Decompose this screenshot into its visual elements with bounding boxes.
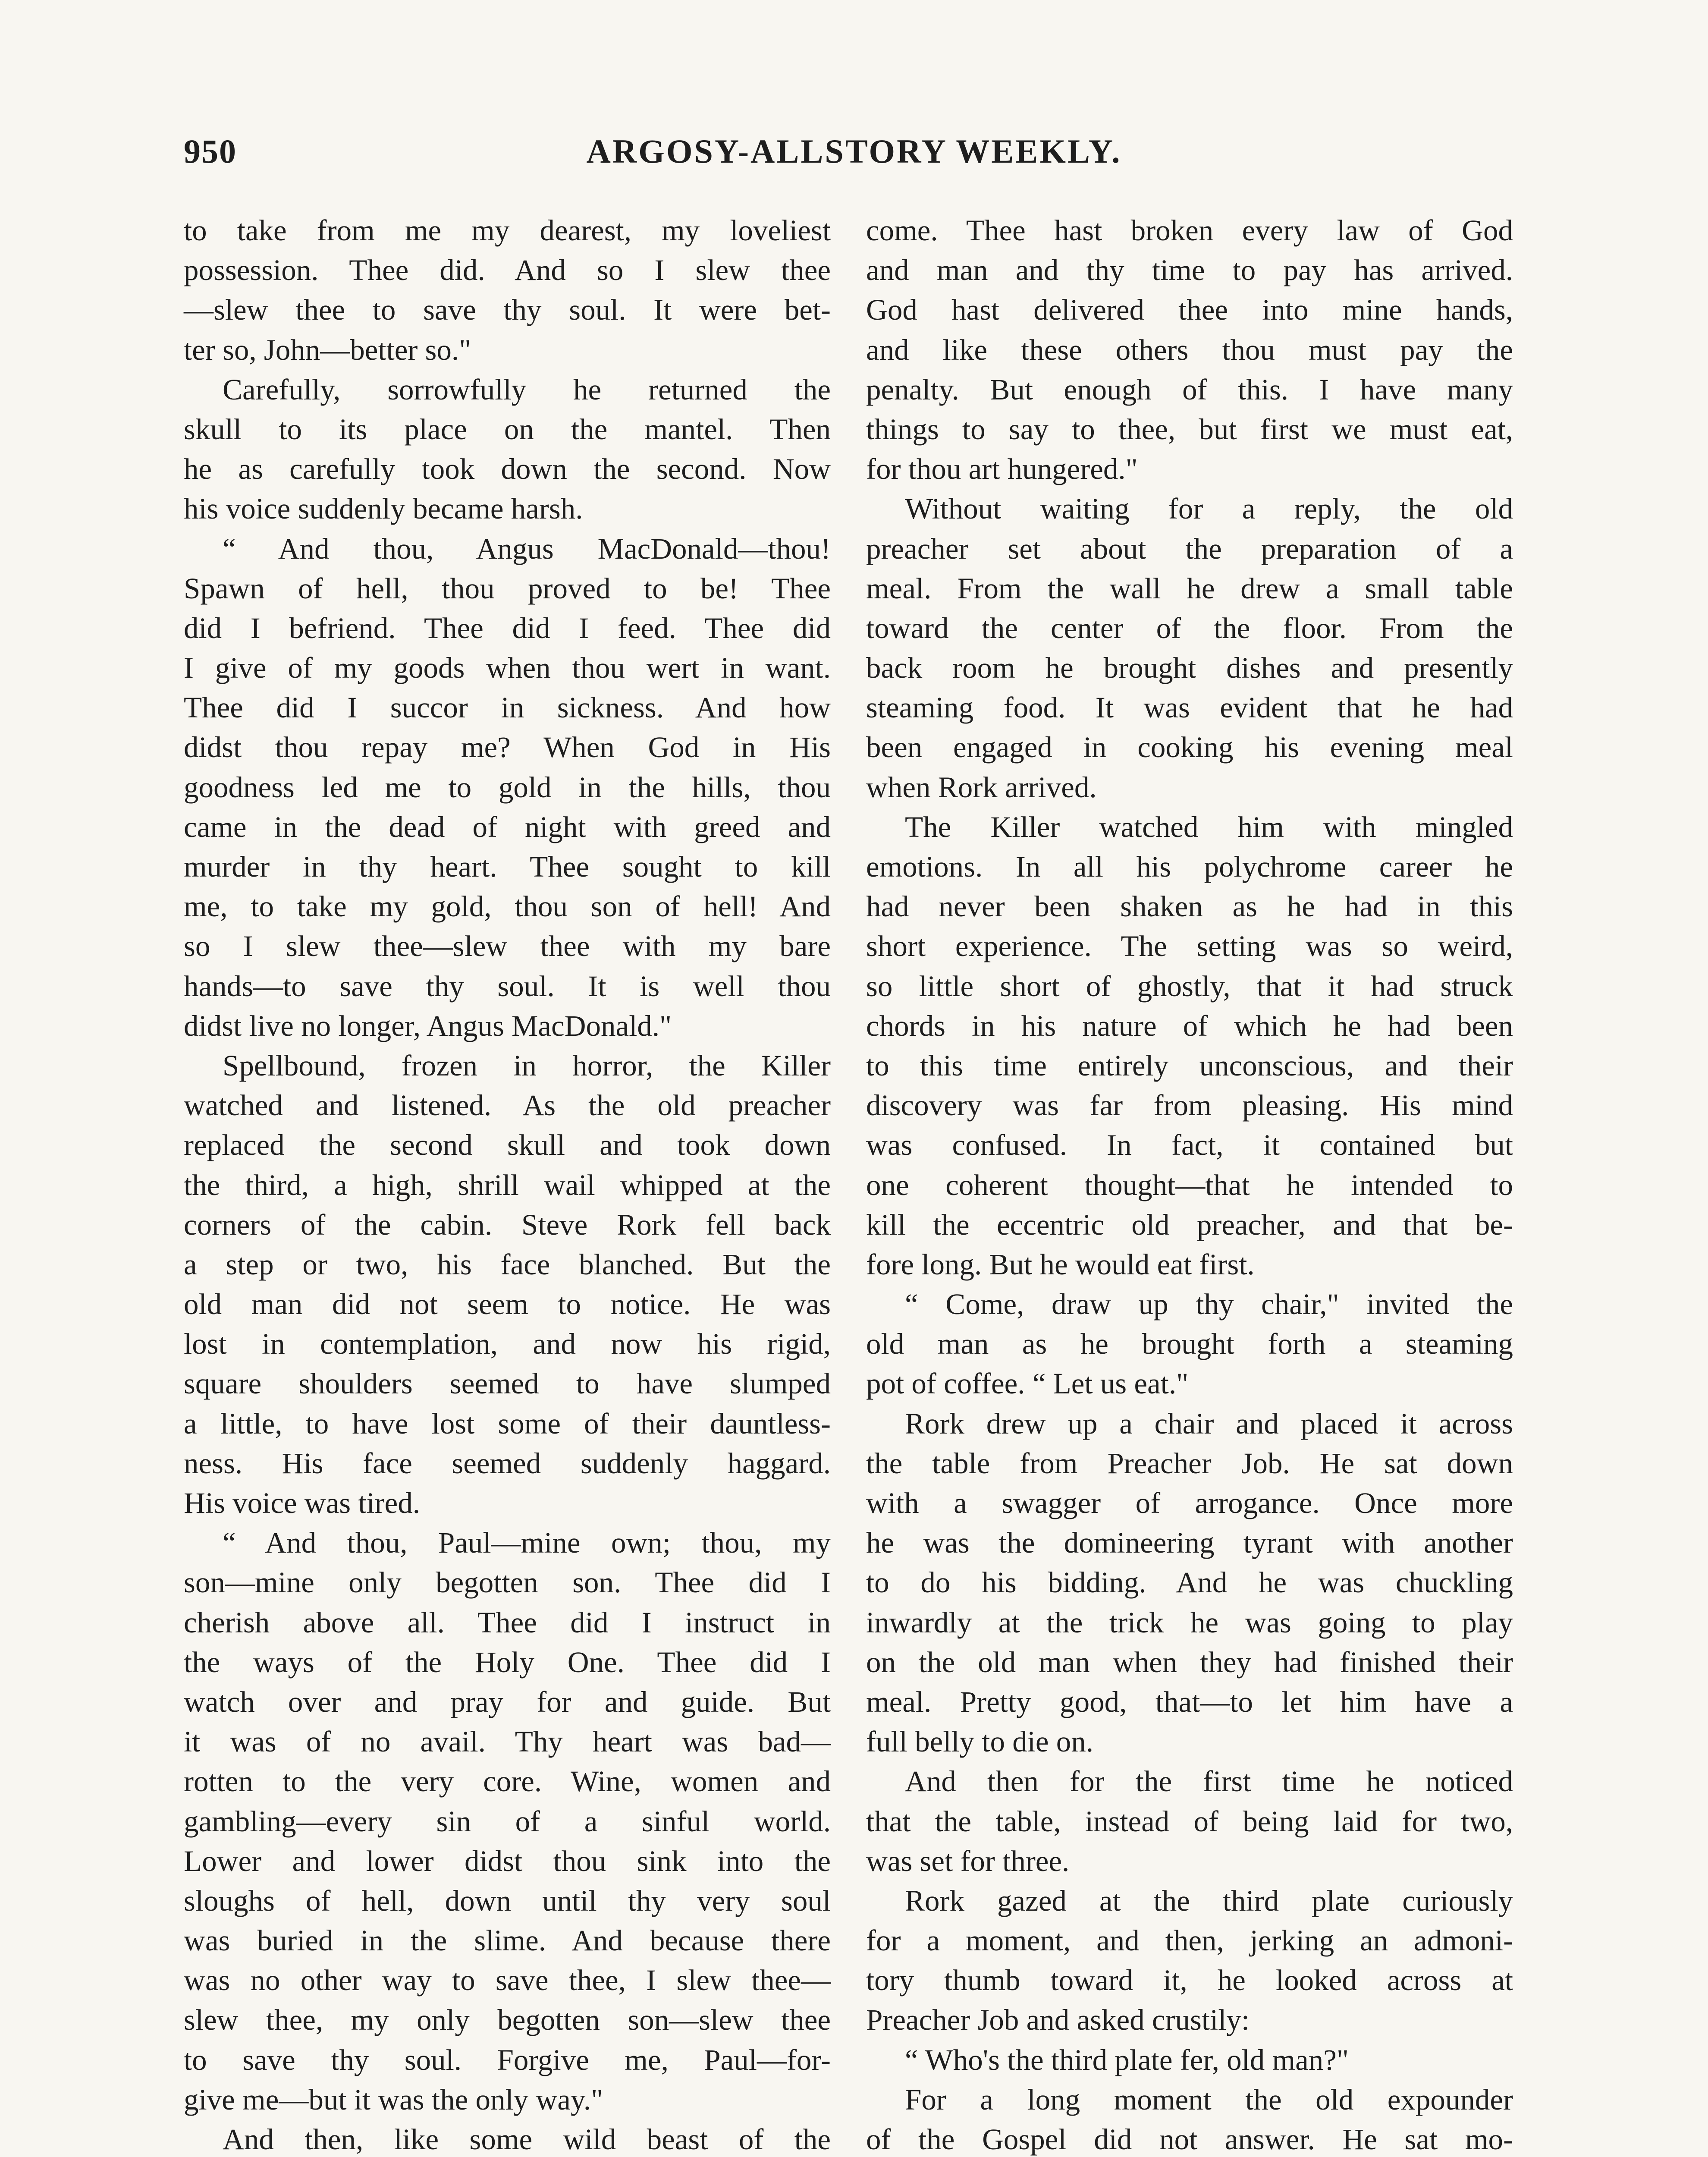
text-line: his voice suddenly became harsh. (184, 492, 583, 525)
text-line: “ Come, draw up thy chair," invited the (905, 1288, 1513, 1321)
text-line: chords in his nature of which he had been (866, 1009, 1513, 1042)
text-line: And then for the first time he noticed (905, 1765, 1513, 1798)
text-line: things to say to thee, but first we must eat, (866, 412, 1513, 446)
text-line: replaced the second skull and took down (184, 1129, 831, 1162)
text-line: preacher set about the preparation of a (866, 532, 1513, 565)
text-line: slew thee, my only begotten son—slew thee (184, 2003, 831, 2037)
text-line: a step or two, his face blanched. But the (184, 1248, 831, 1281)
text-line: the table from Preacher Job. He sat down (866, 1446, 1513, 1480)
text-line: watch over and pray for and guide. But (184, 1685, 831, 1718)
text-line: Thee did I succor in sickness. And how (184, 691, 831, 724)
text-line: to save thy soul. Forgive me, Paul—for- (184, 2043, 831, 2076)
text-line: Rork drew up a chair and placed it across (905, 1407, 1513, 1440)
text-line: that the table, instead of being laid for two, (866, 1805, 1513, 1838)
text-line: come. Thee hast broken every law of God (866, 214, 1513, 247)
text-line: cherish above all. Thee did I instruct in (184, 1606, 831, 1639)
text-line: to take from me my dearest, my loveliest (184, 214, 831, 247)
text-line: was no other way to save thee, I slew thee— (184, 1964, 831, 1997)
text-line: so little short of ghostly, that it had struck (866, 969, 1513, 1003)
text-line: lost in contemplation, and now his rigid, (184, 1327, 831, 1361)
running-head: ARGOSY-ALLSTORY WEEKLY. (586, 132, 1122, 170)
text-line: ness. His face seemed suddenly haggard. (184, 1446, 831, 1480)
text-line: full belly to die on. (866, 1725, 1094, 1758)
text-line: to do his bidding. And he was chuckling (866, 1566, 1513, 1599)
text-line: was buried in the slime. And because there (184, 1924, 831, 1957)
text-line: old man did not seem to notice. He was (184, 1288, 831, 1321)
text-line: His voice was tired. (184, 1487, 421, 1519)
text-line: did I befriend. Thee did I feed. Thee did (184, 611, 831, 645)
text-line: God hast delivered thee into mine hands, (866, 293, 1513, 327)
text-line: Spawn of hell, thou proved to be! Thee (184, 572, 831, 605)
text-line: gambling—every sin of a sinful world. (184, 1805, 831, 1838)
text-line: when Rork arrived. (866, 770, 1097, 804)
text-line: he was the domineering tyrant with another (866, 1526, 1513, 1560)
text-line: give me—but it was the only way." (184, 2083, 603, 2116)
text-line: emotions. In all his polychrome career he (866, 850, 1513, 883)
text-line: “ And thou, Paul—mine own; thou, my (223, 1526, 831, 1560)
text-line: short experience. The setting was so weird, (866, 930, 1513, 963)
text-line: the third, a high, shrill wail whipped at the (184, 1168, 831, 1201)
text-line: rotten to the very core. Wine, women and (184, 1765, 831, 1798)
text-line: it was of no avail. Thy heart was bad— (184, 1725, 831, 1758)
text-line: possession. Thee did. And so I slew thee (184, 254, 831, 287)
text-line: tory thumb toward it, he looked across at (866, 1964, 1513, 1997)
text-line: Lower and lower didst thou sink into the (184, 1844, 831, 1877)
text-line: goodness led me to gold in the hills, thou (184, 770, 831, 804)
text-line: I give of my goods when thou wert in want. (184, 651, 831, 685)
text-line: for thou art hungered." (866, 453, 1138, 486)
text-line: steaming food. It was evident that he had (866, 691, 1513, 724)
text-line: Rork gazed at the third plate curiously (905, 1884, 1513, 1917)
text-line: to this time entirely unconscious, and their (866, 1049, 1513, 1082)
text-line: skull to its place on the mantel. Then (184, 412, 831, 446)
text-line: Spellbound, frozen in horror, the Killer (223, 1049, 831, 1082)
text-line: discovery was far from pleasing. His mind (866, 1089, 1513, 1122)
text-line: —slew thee to save thy soul. It were bet- (184, 293, 831, 327)
text-line: meal. From the wall he drew a small table (866, 572, 1513, 605)
text-line: back room he brought dishes and presently (866, 651, 1513, 685)
text-line: corners of the cabin. Steve Rork fell back (184, 1208, 831, 1241)
text-line: the ways of the Holy One. Thee did I (184, 1645, 831, 1679)
text-line: For a long moment the old expounder (905, 2083, 1513, 2116)
text-line: toward the center of the floor. From the (866, 611, 1513, 645)
text-line: watched and listened. As the old preacher (184, 1089, 831, 1122)
text-line: kill the eccentric old preacher, and that be- (866, 1208, 1513, 1241)
text-line: penalty. But enough of this. I have many (866, 373, 1513, 406)
text-line: Preacher Job and asked crustily: (866, 2003, 1250, 2037)
text-line: sloughs of hell, down until thy very soul (184, 1884, 831, 1917)
text-line: son—mine only begotten son. Thee did I (184, 1566, 831, 1599)
text-line: had never been shaken as he had in this (866, 890, 1513, 923)
text-line: a little, to have lost some of their dauntless- (184, 1407, 831, 1440)
text-line: one coherent thought—that he intended to (866, 1168, 1513, 1201)
text-line: And then, like some wild beast of the (223, 2123, 831, 2156)
text-line: square shoulders seemed to have slumped (184, 1367, 831, 1400)
text-line: for a moment, and then, jerking an admoni- (866, 1924, 1513, 1957)
text-line: fore long. But he would eat first. (866, 1248, 1255, 1281)
text-line: inwardly at the trick he was going to play (866, 1606, 1513, 1639)
page-number: 950 (184, 132, 237, 170)
text-line: Without waiting for a reply, the old (905, 492, 1513, 525)
text-line: on the old man when they had finished their (866, 1645, 1513, 1679)
text-line: he as carefully took down the second. Now (184, 453, 831, 486)
text-line: didst live no longer, Angus MacDonald." (184, 1009, 672, 1042)
text-line: and like these others thou must pay the (866, 333, 1513, 366)
text-line: The Killer watched him with mingled (905, 810, 1513, 843)
text-line: me, to take my gold, thou son of hell! And (184, 890, 831, 923)
text-line: and man and thy time to pay has arrived. (866, 254, 1513, 287)
text-line: murder in thy heart. Thee sought to kill (184, 850, 831, 883)
text-line: hands—to save thy soul. It is well thou (184, 969, 831, 1003)
text-line: Carefully, sorrowfully he returned the (223, 373, 831, 406)
text-line: of the Gospel did not answer. He sat mo- (866, 2123, 1513, 2156)
text-line: meal. Pretty good, that—to let him have a (866, 1685, 1513, 1718)
text-line: ter so, John—better so." (184, 333, 471, 366)
text-line: didst thou repay me? When God in His (184, 731, 831, 764)
text-line: “ And thou, Angus MacDonald—thou! (223, 532, 831, 565)
text-line: was confused. In fact, it contained but (866, 1129, 1513, 1162)
text-line: pot of coffee. “ Let us eat." (866, 1367, 1189, 1400)
text-column-left (184, 211, 831, 2157)
text-line: “ Who's the third plate fer, old man?" (905, 2043, 1349, 2076)
text-line: old man as he brought forth a steaming (866, 1327, 1513, 1361)
text-line: was set for three. (866, 1844, 1070, 1877)
text-line: came in the dead of night with greed and (184, 810, 831, 843)
text-line: with a swagger of arrogance. Once more (866, 1487, 1513, 1519)
text-column-right (866, 211, 1513, 2157)
text-line: been engaged in cooking his evening meal (866, 731, 1513, 764)
text-line: so I slew thee—slew thee with my bare (184, 930, 831, 963)
